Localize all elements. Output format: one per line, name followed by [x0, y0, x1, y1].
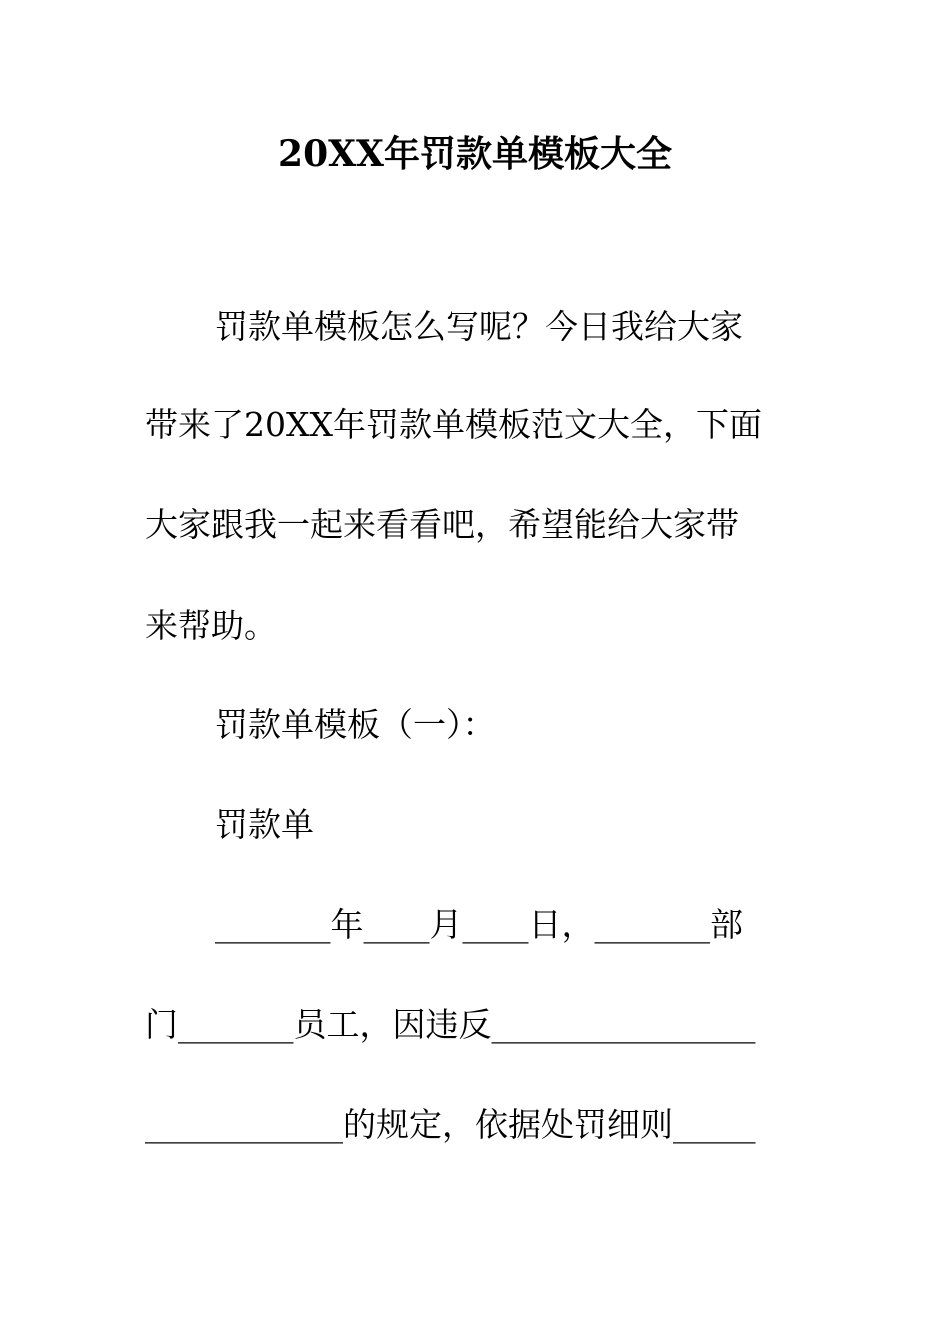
form-title: 罚款单	[215, 805, 314, 844]
document-title: 20XX年罚款单模板大全	[278, 133, 672, 175]
form-line-3: ____________的规定，依据处罚细则_____	[145, 1105, 756, 1144]
intro-line-1: 罚款单模板怎么写呢？今日我给大家	[215, 307, 743, 346]
form-line-2: 门_______员工，因违反________________	[145, 1005, 756, 1044]
section-heading: 罚款单模板（一）：	[215, 705, 496, 744]
intro-line-2: 带来了20XX年罚款单模板范文大全，下面	[145, 405, 762, 444]
form-line-1: _______年____月____日，_______部	[215, 905, 743, 944]
intro-line-3: 大家跟我一起来看看吧，希望能给大家带	[145, 505, 739, 544]
intro-line-4: 来帮助。	[145, 606, 277, 645]
